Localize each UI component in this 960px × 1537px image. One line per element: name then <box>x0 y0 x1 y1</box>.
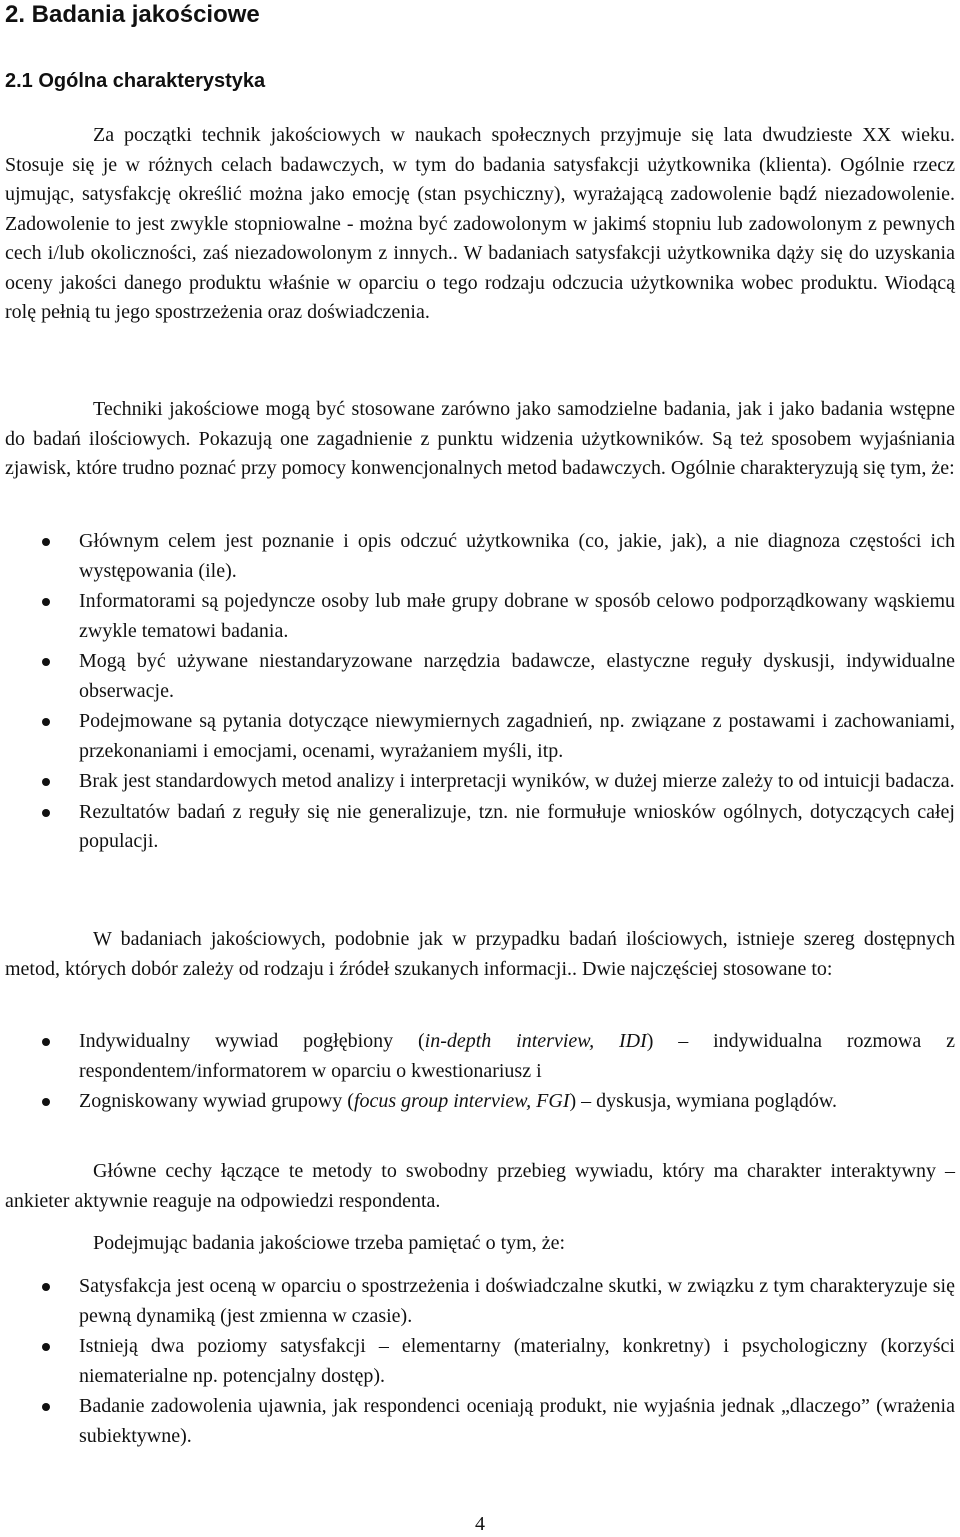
section-heading: 2. Badania jakościowe <box>5 1 260 28</box>
bullet-icon <box>42 538 50 546</box>
list-item: Badanie zadowolenia ujawnia, jak respondenci oceniają produkt, nie wyjaśnia jednak „dlaczego” (wrażenia subiektywne). <box>0 1392 955 1451</box>
paragraph-intro: Za początki technik jakościowych w naukach społecznych przyjmuje się lata dwudzieste XX wieku. Stosuje się je w różnych celach badawczych, w tym do badania satysfakcji użytkownika (klienta). Ogólnie rzecz ujmując, satysfakcję określić można jako emocję (stan psychiczny), wyrażającą zadowolenie bądź niezadowolenie. Zadowolenie to jest zwykle stopniowalne - można być zadowolonym w jakimś stopniu lub zadowolonym z pewnych cech i/lub okoliczności, zaś niezadowolonym z innych.. W badaniach satysfakcji użytkownika dąży się do uzyskania oceny jakości danego produktu właśnie w oparciu o tego rodzaju odczucia użytkownika wobec produktu. Wiodącą rolę pełnią tu jego spostrzeżenia oraz doświadczenia. <box>5 124 955 323</box>
subsection-heading: 2.1 Ogólna charakterystyka <box>5 70 266 92</box>
paragraph-remember: Podejmując badania jakościowe trzeba pamiętać o tym, że: <box>93 1232 566 1254</box>
methods-list <box>0 1027 955 1117</box>
list-item: Istnieją dwa poziomy satysfakcji – elementarny (materialny, konkretny) i psychologiczny (korzyści niematerialne np. potencjalny dostęp). <box>0 1332 955 1391</box>
bullet-icon <box>42 1283 50 1291</box>
paragraph-methods-intro: W badaniach jakościowych, podobnie jak w przypadku badań ilościowych, istnieje szereg dostępnych metod, których dobór zależy od rodzaju i źródeł szukanych informacji.. Dwie najczęściej stosowane to: <box>5 928 955 980</box>
list-item: Satysfakcja jest oceną w oparciu o spostrzeżenia i doświadczalne skutki, w związku z tym charakteryzuje się pewną dynamiką (jest zmienna w czasie). <box>0 1272 955 1331</box>
bullet-icon <box>42 809 50 817</box>
list-item: Indywidualny wywiad pogłębiony (in-depth interview, IDI) – indywidualna rozmowa z respondentem/informatorem w oparciu o kwestionariusz i <box>0 1027 955 1086</box>
bullet-icon <box>42 598 50 606</box>
list-item: Głównym celem jest poznanie i opis odczuć użytkownika (co, jakie, jak), a nie diagnoza częstości ich występowania (ile). <box>0 527 955 586</box>
list-item: Rezultatów badań z reguły się nie generalizuje, tzn. nie formułuje wniosków ogólnych, dotyczących całej populacji. <box>0 798 955 857</box>
bullet-icon <box>42 718 50 726</box>
bullet-icon <box>42 1403 50 1411</box>
remember-list <box>0 1272 955 1451</box>
characteristics-list <box>0 527 955 857</box>
paragraph-techniques: Techniki jakościowe mogą być stosowane zarówno jako samodzielne badania, jak i jako badania wstępne do badań ilościowych. Pokazują one zagadnienie z punktu widzenia użytkowników. Są też sposobem wyjaśniania zjawisk, które trudno poznać przy pomocy konwencjonalnych metod badawczych. Ogólnie charakteryzują się tym, że: <box>5 398 955 479</box>
page-number: 4 <box>475 1513 485 1535</box>
bullet-icon <box>42 658 50 666</box>
list-item: Informatorami są pojedyncze osoby lub małe grupy dobrane w sposób celowo podporządkowany wąskiemu zwykle tematowi badania. <box>0 587 955 646</box>
bullet-icon <box>42 1343 50 1351</box>
bullet-icon <box>42 1098 50 1106</box>
bullet-icon <box>42 778 50 786</box>
paragraph-common-features: Główne cechy łączące te metody to swobodny przebieg wywiadu, który ma charakter interaktywny – ankieter aktywnie reaguje na odpowiedzi respondenta. <box>5 1160 955 1212</box>
bullet-icon <box>42 1038 50 1046</box>
list-item: Zogniskowany wywiad grupowy (focus group interview, FGI) – dyskusja, wymiana poglądów. <box>0 1087 955 1117</box>
list-item: Brak jest standardowych metod analizy i interpretacji wyników, w dużej mierze zależy to od intuicji badacza. <box>0 767 955 797</box>
list-item: Podejmowane są pytania dotyczące niewymiernych zagadnień, np. związane z postawami i zachowaniami, przekonaniami i emocjami, ocenami, wyrażaniem myśli, itp. <box>0 707 955 766</box>
list-item: Mogą być używane niestandaryzowane narzędzia badawcze, elastyczne reguły dyskusji, indywidualne obserwacje. <box>0 647 955 706</box>
